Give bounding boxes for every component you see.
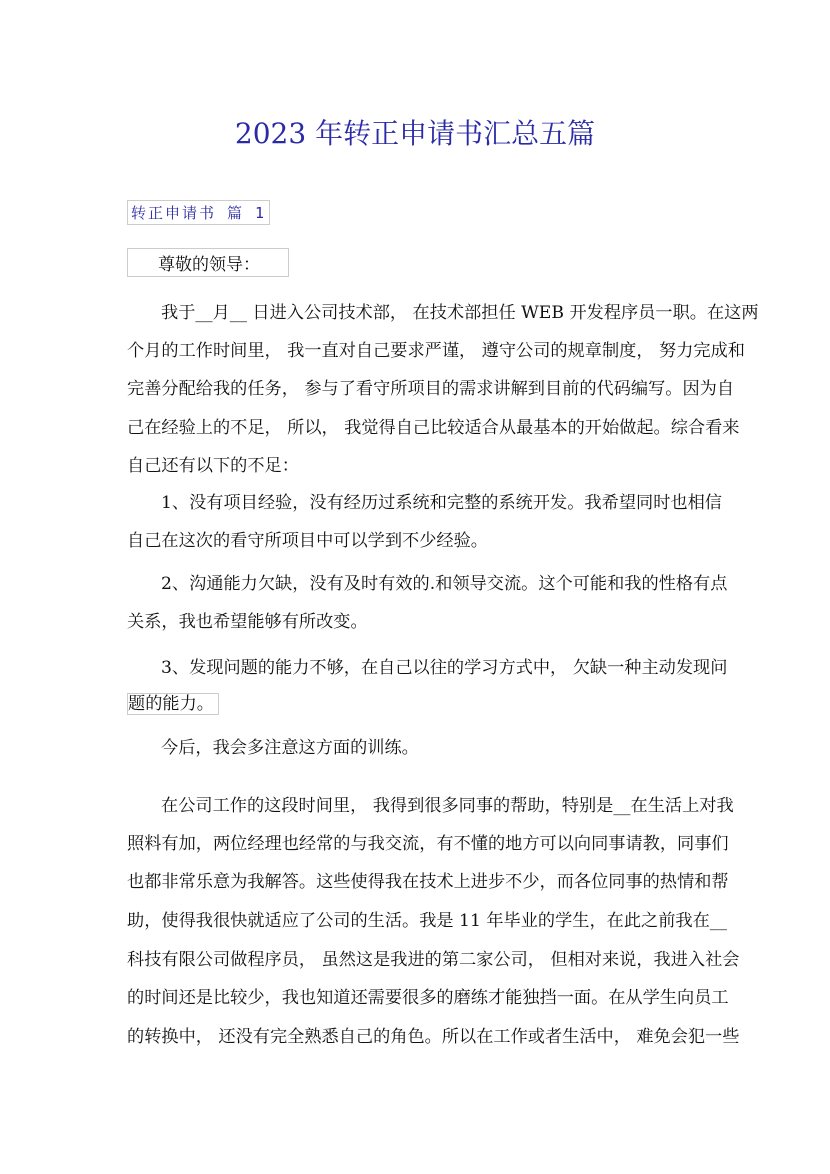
paragraph-line: 在公司工作的这段时间里， 我得到很多同事的帮助，特别是__在生活上对我 (161, 796, 734, 816)
boxed-text: 题的能力。 (127, 693, 219, 715)
list-item-line: 2、沟通能力欠缺，没有及时有效的.和领导交流。这个可能和我的性格有点 (161, 574, 728, 594)
paragraph-line: 助，使得我很快就适应了公司的生活。我是 11 年毕业的学生，在此之前我在__ (127, 911, 727, 931)
list-item-line: 3、发现问题的能力不够，在自己以往的学习方式中， 欠缺一种主动发现问 (161, 658, 728, 678)
paragraph-line: 个月的工作时间里， 我一直对自己要求严谨， 遵守公司的规章制度， 努力完成和 (127, 341, 745, 361)
paragraph-line: 的转换中， 还没有完全熟悉自己的角色。所以在工作或者生活中， 难免会犯一些 (127, 1027, 740, 1047)
paragraph-line: 科技有限公司做程序员， 虽然这是我进的第二家公司， 但相对来说，我进入社会 (127, 950, 740, 970)
paragraph-line: 的时间还是比较少，我也知道还需要很多的磨练才能独挡一面。在从学生向员工 (127, 988, 729, 1008)
paragraph-line: 照料有加，两位经理也经常的与我交流，有不懂的地方可以向同事请教，同事们 (127, 834, 729, 854)
list-item-line: 自己在这次的看守所项目中可以学到不少经验。 (127, 531, 488, 551)
paragraph-line: 自己还有以下的不足： (127, 456, 299, 476)
paragraph-line: 今后，我会多注意这方面的训练。 (161, 738, 419, 758)
paragraph-line: 也都非常乐意为我解答。这些使得我在技术上进步不少，而各位同事的热情和帮 (127, 872, 729, 892)
greeting: 尊敬的领导： (127, 248, 289, 277)
paragraph-line: 我于__月__ 日进入公司技术部， 在技术部担任 WEB 开发程序员一职。在这两 (161, 303, 759, 323)
paragraph-line: 己在经验上的不足， 所以， 我觉得自己比较适合从最基本的开始做起。综合看来 (127, 418, 740, 438)
list-item-line: 1、没有项目经验，没有经历过系统和完整的系统开发。我希望同时也相信 (161, 493, 722, 513)
paragraph-line: 完善分配给我的任务， 参与了看守所项目的需求讲解到目前的代码编写。因为自 (127, 379, 735, 399)
section-heading: 转正申请书 篇 1 (127, 200, 270, 225)
document-title: 2023 年转正申请书汇总五篇 (234, 117, 596, 150)
list-item-line (127, 693, 219, 715)
list-item-line: 关系，我也希望能够有所改变。 (127, 612, 368, 632)
